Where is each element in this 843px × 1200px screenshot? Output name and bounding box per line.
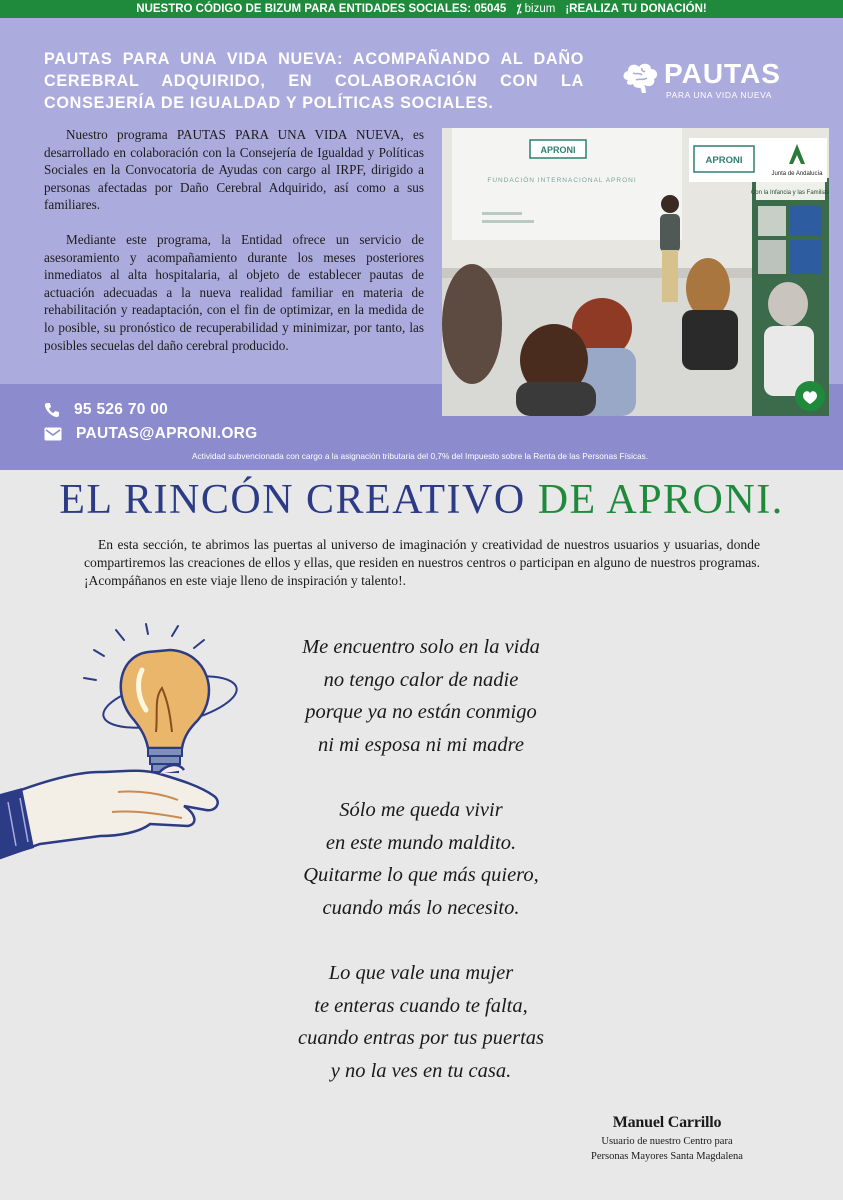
section-title-part1: EL RINCÓN CREATIVO — [59, 477, 526, 523]
section-intro-text: En esta sección, te abrimos las puertas al universo de imaginación y creatividad de nuestros usuarios y usuarias, donde compartiremos las creaciones de ellos y ellas, que residen en nuestros centros o participan en alguno de nuestros programas. ¡Acompáñanos en este viaje lleno de inspiración y talento!. — [84, 537, 760, 588]
poem-line: ni mi esposa ni mi madre — [318, 733, 524, 756]
program-paragraph-1: Nuestro programa PAUTAS PARA UNA VIDA NUEVA, es desarrollado en colaboración con la Consejería de Igualdad y Políticas Sociales en la Convocatoria de Ayudas con cargo al IRPF, dirigido a personas afectadas por Daño Cerebral Adquirido, así como a sus familiares. — [44, 127, 424, 213]
badge-junta: Junta de Andalucía — [771, 171, 823, 177]
poem-line: no tengo calor de nadie — [323, 668, 519, 691]
poem-line: cuando entras por tus puertas — [298, 1027, 544, 1049]
author-role-line-2: Personas Mayores Santa Magdalena — [591, 1151, 743, 1162]
logo-subtitle: PARA UNA VIDA NUEVA — [666, 90, 773, 100]
author-name: Manuel Carrillo — [612, 1114, 722, 1131]
author-role-line-1: Usuario de nuestro Centro para — [601, 1136, 733, 1147]
section-title-part2: DE APRONI. — [537, 477, 784, 523]
workshop-photo — [442, 128, 829, 416]
logo-name: PAUTAS — [664, 58, 781, 89]
program-paragraph-2: Mediante este programa, la Entidad ofrece un servicio de asesoramiento y acompañamiento durante los meses posteriores inmediatos al alta hospitalaria, al objeto de establecer pautas de actuación adecuadas a la nueva realidad familiar en materia de rehabilitación y readaptación, con el fin de optimizar, en la medida de lo posible, su pronóstico de recuperabilidad y minimizar, por tanto, las posibles secuelas del daño cerebral producido. — [44, 231, 424, 353]
poem-author — [560, 1114, 774, 1164]
bizum-logo — [516, 2, 555, 16]
bizum-label: bizum — [524, 3, 556, 15]
screen-title: FUNDACIÓN INTERNACIONAL APRONI — [487, 177, 637, 184]
bizum-code-text: NUESTRO CÓDIGO DE BIZUM PARA ENTIDADES SOCIALES: 05045 — [136, 3, 507, 15]
program-description — [44, 126, 424, 354]
author-role — [560, 1134, 774, 1164]
hand-lightbulb-illustration — [0, 622, 240, 872]
program-headline: PAUTAS PARA UNA VIDA NUEVA: ACOMPAÑANDO AL DAÑO CEREBRAL ADQUIRIDO, EN COLABORACIÓN CON LA CONSEJERÍA DE IGUALDAD Y POLÍTICAS SOCIALES. — [44, 50, 584, 112]
poem-line: y no la ves en tu casa. — [330, 1059, 512, 1082]
poem-line: Quitarme lo que más quiero, — [303, 864, 539, 886]
poster-title: Con la Infancia y las Familias — [750, 190, 829, 196]
poem-line: Me encuentro solo en la vida — [302, 636, 540, 658]
badge-aproni: APRONI — [705, 155, 743, 166]
poem-stanza-3 — [260, 957, 582, 1087]
bizum-icon: ⁒ — [516, 2, 522, 16]
phone-contact[interactable] — [44, 401, 168, 419]
poem — [260, 631, 582, 1087]
poem-line: en este mundo maldito. — [325, 831, 517, 854]
mail-icon — [44, 427, 62, 441]
donation-cta[interactable]: ¡REALIZA TU DONACIÓN! — [565, 3, 707, 15]
email-address[interactable]: PAUTAS@APRONI.ORG — [76, 425, 258, 442]
email-contact[interactable] — [44, 425, 258, 443]
poem-line: te enteras cuando te falta, — [314, 994, 528, 1017]
bizum-banner — [0, 0, 843, 18]
screen-logo: APRONI — [540, 145, 576, 155]
brain-icon — [620, 60, 660, 94]
poem-line: Lo que vale una mujer — [328, 962, 514, 984]
section-intro — [84, 536, 760, 590]
poem-line: cuando más lo necesito. — [322, 896, 520, 919]
poem-stanza-1 — [260, 631, 582, 761]
poem-stanza-2 — [260, 794, 582, 924]
phone-icon — [44, 402, 60, 418]
subsidy-note: Actividad subvencionada con cargo a la asignación tributaria del 0,7% del Impuesto sobre la Renta de las Personas Físicas. — [192, 451, 649, 461]
poem-line: porque ya no están conmigo — [305, 701, 537, 723]
pautas-logo — [620, 58, 800, 104]
poem-line: Sólo me queda vivir — [339, 799, 503, 821]
section-title — [0, 476, 843, 524]
phone-number[interactable]: 95 526 70 00 — [74, 401, 169, 418]
